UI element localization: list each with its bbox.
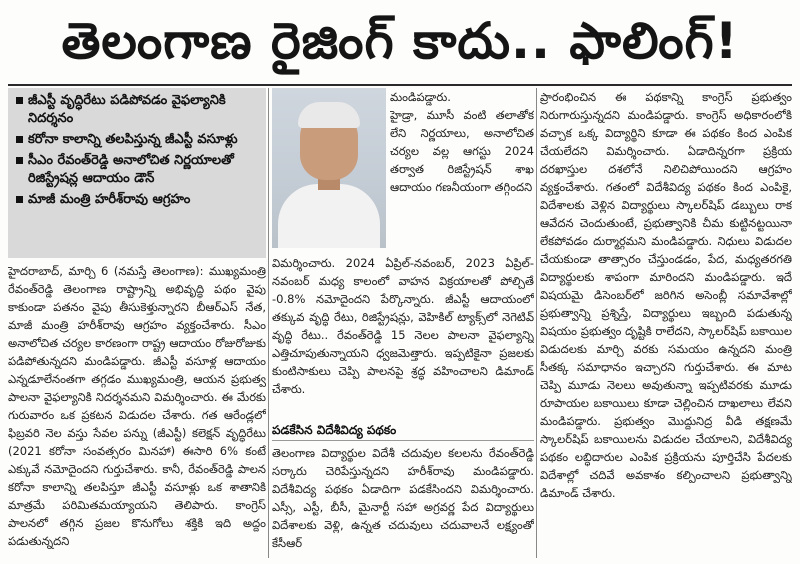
highlights-box (8, 88, 266, 258)
portrait-photo (272, 88, 386, 248)
column-2-body: విమర్శించారు. 2024 ఏప్రిల్-నవంబర్, 2023 ఏప్రిల్-నవంబర్ మధ్య కాలంలో వాహన విక్రయాలతో పోల్చితే -0.8% నమోదైందని పేర్కొన్నారు. జీఎస్టీ ఆదాయంలో తక్కువ వృద్ధి రేటు, రిజిస్ట్రేషన్లు, వెహికిల్ ట్యాక్స్‌లో నెగెటివ్ వృద్ధి రేటు.. రేవంత్‌రెడ్డి 15 నెలల పాలనా వైఫల్యాన్ని ఎత్తిచూపుతున్నాయని ధ్వజమెత్తారు. ఇప్పటికైనా ప్రజలకు కుంటిసాకులు చెప్పి పాలనపై శ్రద్ధ వహించాలని డిమాండ్ చేశారు. (272, 256, 534, 396)
highlight-item: సీఎం రేవంత్‌రెడ్డి అనాలోచిత నిర్ణయాలతో రిజిస్ట్రేషన్ల ఆదాయం డౌన్ (16, 152, 260, 188)
subheading-rule (272, 440, 534, 441)
column-2-top: మండిపడ్డారు. (390, 90, 451, 104)
column-separator (268, 88, 269, 558)
column-2-beside-photo: హైడ్రా, మూసీ వంటి తలాతోక లేని నిర్ణయాలు, అనాలోచిత చర్యల వల్ల ఆగస్టు 2024 తర్వాత రిజిస్ట్రేషన్ శాఖ ఆదాయం గణనీయంగా తగ్గిందని (390, 108, 534, 194)
subheading: పడకేసిన విదేశీవిద్య పథకం (272, 423, 397, 437)
headline: తెలంగాణ రైజింగ్ కాదు.. ఫాలింగ్! (61, 12, 739, 70)
column-1-body: హైదరాబాద్, మార్చి 6 (నమస్తే తెలంగాణ): ముఖ్యమంత్రి రేవంత్‌రెడ్డి తెలంగాణ రాష్ట్రాన్ని అభివృద్ధి పథం వైపు కాకుండా పతనం వైపు తీసుకెళ్తున్నారని బీఆర్‌ఎస్ నేత, మాజీ మంత్రి హరీశ్‌రావు ఆగ్రహం వ్యక్తంచేశారు. సీఎం అనాలోచిత చర్యల కారణంగా రాష్ట్ర ఆదాయం రోజురోజుకు పడిపోతున్నదని మండిపడ్డారు. జీఎస్టీ వసూళ్ల ఆదాయం ఎన్నడూలేనంతగా తగ్గడం ముఖ్యమంత్రి, ఆయన ప్రభుత్వ పాలనా వైఫల్యానికి నిదర్శనమని విమర్శించారు. ఈ మేరకు గురువారం ఒక ప్రకటన విడుదల చేశారు. గత ఆరేండ్లలో ఫిబ్రవరి నెల వస్తు సేవల పన్ను (జీఎస్టీ) కలెక్షన్ వృద్ధిరేటు (2021 కరోనా సంవత్సరం మినహా) ఈసారి 6% కంటే ఎక్కువే నమోదైందని గుర్తుచేశారు. కానీ, రేవంత్‌రెడ్డి పాలన కరోనా కాలాన్ని తలపిస్తూ జీఎస్టీ వసూళ్లు ఒక శాతానికి మాత్రమే పరిమితమయ్యాయని తెలిపారు. కాంగ్రెస్ పాలనలో తగ్గిన ప్రజల కొనుగోలు శక్తికి ఇది అద్దం పడుతున్నదని (8, 264, 266, 548)
highlight-item: జీఎస్టీ వృద్ధిరేటు పడిపోవడం వైఫల్యానికి నిదర్శనం (16, 92, 260, 128)
highlight-item: కరోనా కాలాన్ని తలపిస్తున్న జీఎస్టీ వసూళ్లు (16, 131, 260, 149)
column-2-bottom: తెలంగాణ విద్యార్థుల విదేశీ చదువుల కలలను రేవంత్‌రెడ్డి సర్కారు చెరిపేస్తున్నదని హరీశ్‌రావు మండిపడ్డారు. విదేశీవిద్య పథకం ఏడాదిగా పడకేసిందని విమర్శించారు. ఎస్సీ, ఎస్టీ, బీసీ, మైనార్టీ సహా అగ్రవర్ణ పేద విద్యార్థులు విదేశాలకు వెళ్లి, ఉన్నత చదువులు చదువాలనే లక్ష్యంతో కేసీఆర్ (272, 446, 534, 550)
highlights-list (8, 88, 266, 209)
column-separator (536, 88, 537, 558)
column-3-body: ప్రారంభించిన ఈ పథకాన్ని కాంగ్రెస్ ప్రభుత్వం నిరుగారుస్తున్నదని మండిపడ్డారు. కాంగ్రెస్ అధికారంలోకి వచ్చాక ఒక్క విద్యార్థిని కూడా ఈ పథకం కింద ఎంపిక చేయలేదని విమర్శించారు. ఏడాదిన్నరగా ప్రక్రియ దరఖాస్తుల దశలోనే నిలిచిపోయిందని ఆగ్రహం వ్యక్తంచేశారు. గతంలో విదేశీవిద్య పథకం కింద ఎంపికై, విదేశాలకు వెళ్లిన విద్యార్థులు స్కాలర్‌షిప్ డబ్బులు రాక ఆవేదన చెందుతుంటే, ప్రభుత్వానికి చీమ కుట్టినట్టయినా లేకపోవడం దుర్మార్గమని మండిపడ్డారు. నిధులు విడుదల చేయకుండా తాత్సారం చేస్తుండడం, పేద, మధ్యతరగతి విద్యార్థులకు శాపంగా మారిందని మండిపడ్డారు. ఇదే విషయమై డిసెంబర్‌లో జరిగిన అసెంబ్లీ సమావేశాల్లో ప్రభుత్వాన్ని ప్రశ్నిస్తే, విద్యార్థులు ఇబ్బంది పడుతున్న విషయం ప్రభుత్వం దృష్టికి రాలేదని, స్కాలర్‌షిప్ బకాయిల విడుదలకు మార్చి వరకు సమయం ఉన్నదని మంత్రి సీతక్క సమాధానం ఇచ్చారని గుర్తుచేశారు. ఈ మాట చెప్పి మూడు నెలలు అవుతున్నా ఇప్పటివరకు మూడు రూపాయల బకాయిలు కూడా చెల్లించిన దాఖలాలు లేవని మండిపడ్డారు. ప్రభుత్వం మొద్దునిద్ర వీడి తక్షణమే స్కాలర్‌షిప్ బకాయిలను విడుదల చేయాలని, విదేశీవిద్య పథకం లబ్ధిదారుల ఎంపిక ప్రక్రియను పూర్తిచేసి పేదలకు విదేశాల్లో చదివే అవకాశం కల్పించాలని ప్రభుత్వాన్ని డిమాండ్ చేశారు. (540, 90, 792, 500)
highlight-item: మాజీ మంత్రి హరీశ్‌రావు ఆగ్రహం (16, 191, 260, 209)
headline-rule (8, 84, 792, 86)
